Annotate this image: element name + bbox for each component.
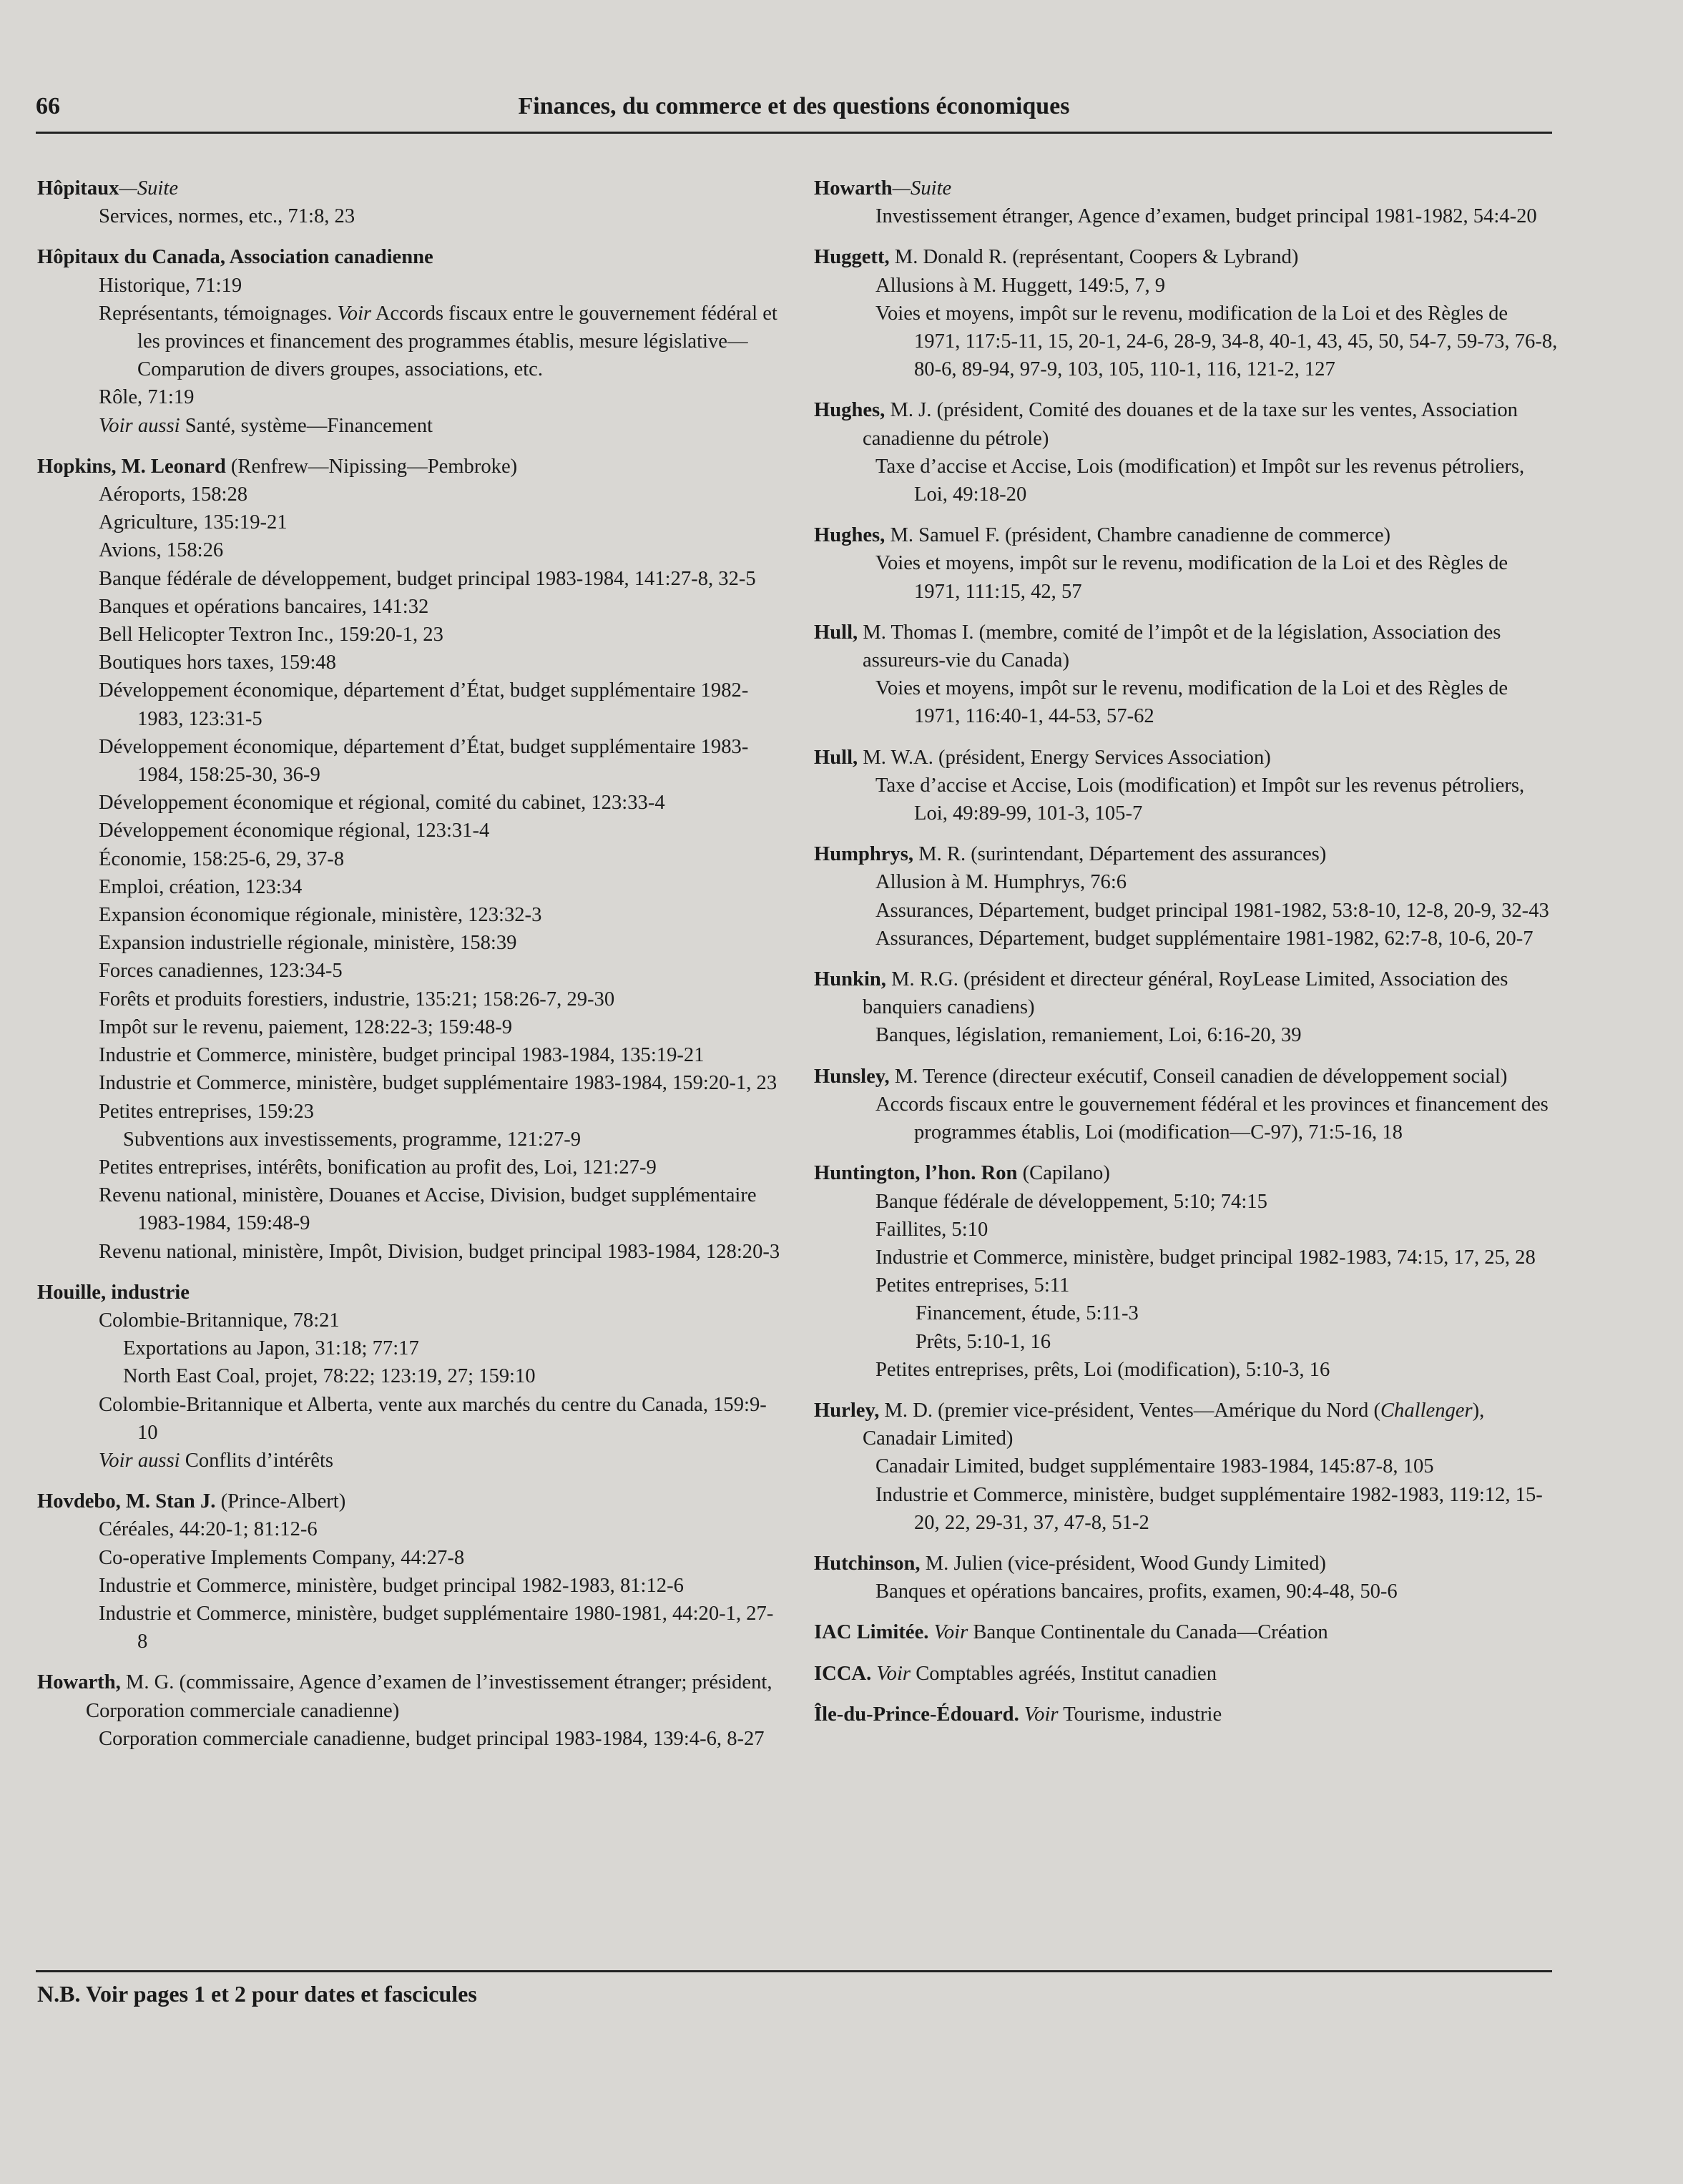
subentry (37, 677, 781, 732)
page-number: 66 (36, 93, 60, 119)
subentry-text: Petites entreprises, 5:11 (875, 1274, 1070, 1297)
index-column-right (814, 174, 1558, 1741)
subentry (814, 272, 1558, 300)
subentry-text: Accords fiscaux entre le gouvernement fédéral et les provinces et financement des programmes établis, Loi (modification—C-97), 71:5-16, 18 (875, 1093, 1549, 1144)
subentry (37, 957, 781, 985)
subentry (37, 1600, 781, 1656)
entry-heading-detail: (Capilano) (1017, 1162, 1110, 1185)
entry-heading-detail: Comptables agréés, Institut canadien (911, 1662, 1217, 1685)
subentry-text: Impôt sur le revenu, paiement, 128:22-3; 159:48-9 (99, 1015, 513, 1038)
subentry-text: Colombie-Britannique et Alberta, vente aux marchés du centre du Canada, 159:9-10 (99, 1393, 767, 1444)
entry-heading-term: Hunsley, (814, 1065, 890, 1088)
entry-heading (37, 1279, 781, 1307)
subentry-text: Canadair Limited, budget supplémentaire 1983-1984, 145:87-8, 105 (875, 1455, 1434, 1478)
subentry (37, 1126, 781, 1154)
subentry (37, 536, 781, 564)
entry-heading-term: Hurley, (814, 1399, 880, 1422)
subentry (37, 929, 781, 957)
subentry (814, 925, 1558, 953)
subentry-text: Bell Helicopter Textron Inc., 159:20-1, 23 (99, 624, 443, 646)
subentry-text: Petites entreprises, intérêts, bonification au profit des, Loi, 121:27-9 (99, 1156, 657, 1179)
voir-reference: Voir (1019, 1703, 1059, 1726)
subentry-text: Allusions à M. Huggett, 149:5, 7, 9 (875, 274, 1166, 297)
subentry-text: Taxe d’accise et Accise, Lois (modification) et Impôt sur les revenus pétroliers, Loi, 49:18-20 (875, 455, 1525, 506)
entry-heading-term: Humphrys, (814, 843, 914, 866)
subentry-text: Conflits d’intérêts (180, 1449, 334, 1472)
subentry (37, 202, 781, 230)
index-entry (814, 1660, 1558, 1688)
entry-heading-detail: M. J. (président, Comité des douanes et de la taxe sur les ventes, Association canadienne du pétrole) (863, 399, 1518, 450)
index-entry (37, 1668, 781, 1753)
entry-heading-detail: Banque Continentale du Canada—Création (968, 1621, 1328, 1644)
subentry (814, 1091, 1558, 1146)
index-entry (37, 1487, 781, 1656)
subentry-text: Développement économique, département d’État, budget supplémentaire 1983-1984, 158:25-30, 36-9 (99, 735, 749, 787)
entry-heading (814, 1063, 1558, 1091)
index-entry (814, 744, 1558, 828)
subentry (37, 481, 781, 508)
subentry-text: Petites entreprises, prêts, Loi (modification), 5:10-3, 16 (875, 1358, 1330, 1381)
entry-continued: —Suite (892, 177, 952, 200)
subentry-text: Industrie et Commerce, ministère, budget supplémentaire 1983-1984, 159:20-1, 23 (99, 1072, 777, 1095)
index-entry (814, 1159, 1558, 1384)
entry-heading (814, 1397, 1558, 1452)
index-entry (37, 174, 781, 230)
entry-heading (814, 1159, 1558, 1187)
subentry-text: Céréales, 44:20-1; 81:12-6 (99, 1518, 318, 1541)
subentry-text: Voies et moyens, impôt sur le revenu, modification de la Loi et des Règles de 1971, 116:40-1, 44-53, 57-62 (875, 677, 1508, 728)
entry-heading-detail: (Prince-Albert) (215, 1490, 346, 1513)
entry-heading-term: Île-du-Prince-Édouard. (814, 1703, 1019, 1726)
entry-heading (814, 174, 1558, 202)
subentry (37, 1013, 781, 1041)
subentry-text: Industrie et Commerce, ministère, budget supplémentaire 1980-1981, 44:20-1, 27-8 (99, 1602, 774, 1653)
entry-heading-detail: M. Thomas I. (membre, comité de l’impôt et de la législation, Association des assureurs-vie du Canada) (858, 621, 1501, 672)
subentry-text: Faillites, 5:10 (875, 1218, 988, 1241)
entry-heading-italic: Challenger (1380, 1399, 1473, 1422)
entry-heading-term: Huntington, l’hon. Ron (814, 1162, 1018, 1185)
entry-heading-term: Hôpitaux du Canada, Association canadienne (37, 246, 433, 269)
subentry-text: Assurances, Département, budget supplémentaire 1981-1982, 62:7-8, 10-6, 20-7 (875, 927, 1534, 950)
subentry (814, 674, 1558, 730)
entry-heading-detail: M. Samuel F. (président, Chambre canadienne de commerce) (885, 524, 1391, 547)
subentry-text: Petites entreprises, 159:23 (99, 1100, 314, 1123)
entry-heading-detail: M. Donald R. (représentant, Coopers & Lybrand) (889, 246, 1299, 269)
entry-heading-detail: M. D. (premier vice-président, Ventes—Amérique du Nord ( (879, 1399, 1380, 1422)
subentry (814, 897, 1558, 925)
subentry-text: Agriculture, 135:19-21 (99, 511, 288, 534)
subentry (814, 1271, 1558, 1299)
subentry (37, 817, 781, 845)
subentry (814, 1244, 1558, 1271)
subentry-text: Développement économique et régional, comité du cabinet, 123:33-4 (99, 792, 665, 815)
subentry (814, 202, 1558, 230)
subentry-text: Banques et opérations bancaires, profits, examen, 90:4-48, 50-6 (875, 1580, 1398, 1603)
subentry (814, 1481, 1558, 1537)
voir-reference: Voir aussi (99, 414, 180, 437)
entry-heading (814, 744, 1558, 772)
subentry (37, 985, 781, 1013)
entry-heading (814, 1618, 1558, 1646)
entry-heading (814, 1550, 1558, 1578)
subentry-text: Économie, 158:25-6, 29, 37-8 (99, 847, 345, 870)
subentry (37, 1238, 781, 1266)
entry-heading-detail: M. R.G. (président et directeur général, RoyLease Limited, Association des banquiers canadiens) (863, 968, 1508, 1019)
subentry-text: Voies et moyens, impôt sur le revenu, modification de la Loi et des Règles de 1971, 111:15, 42, 57 (875, 552, 1508, 603)
entry-heading-term: Hopkins, M. Leonard (37, 455, 226, 478)
subentry-text: Banque fédérale de développement, budget principal 1983-1984, 141:27-8, 32-5 (99, 567, 756, 590)
subentry (814, 1216, 1558, 1244)
subentry-text: Investissement étranger, Agence d’examen, budget principal 1981-1982, 54:4-20 (875, 205, 1537, 228)
entry-heading-term: Hutchinson, (814, 1552, 921, 1575)
subentry (37, 1098, 781, 1126)
entry-heading-term: Hovdebo, M. Stan J. (37, 1490, 216, 1513)
subentry (37, 733, 781, 789)
index-entry (814, 1701, 1558, 1728)
subentry (37, 1334, 781, 1362)
subentry (37, 1307, 781, 1334)
subentry-text: Emploi, création, 123:34 (99, 875, 303, 898)
index-entry (814, 619, 1558, 731)
entry-continued: —Suite (119, 177, 179, 200)
entry-heading (814, 396, 1558, 452)
entry-heading (814, 840, 1558, 868)
subentry (37, 383, 781, 411)
subentry-text: Services, normes, etc., 71:8, 23 (99, 205, 355, 228)
subentry-text: Industrie et Commerce, ministère, budget principal 1982-1983, 74:15, 17, 25, 28 (875, 1246, 1536, 1269)
subentry-text: Exportations au Japon, 31:18; 77:17 (123, 1337, 419, 1360)
subentry-text: Co-operative Implements Company, 44:27-8 (99, 1546, 465, 1569)
entry-heading-term: Howarth, (37, 1671, 121, 1694)
subentry (37, 1069, 781, 1097)
subentry-text: Industrie et Commerce, ministère, budget principal 1983-1984, 135:19-21 (99, 1044, 705, 1067)
footer-rule (36, 1970, 1552, 1972)
subentry (814, 868, 1558, 896)
index-entry (814, 521, 1558, 606)
subentry-text: Représentants, témoignages. (99, 302, 338, 325)
entry-heading-term: Hôpitaux (37, 177, 119, 200)
subentry (37, 593, 781, 621)
index-entry (814, 243, 1558, 383)
subentry-text: Banques et opérations bancaires, 141:32 (99, 595, 429, 618)
subentry (814, 772, 1558, 827)
index-entry (814, 1397, 1558, 1537)
voir-reference: Voir (928, 1621, 968, 1644)
page-header (36, 93, 1552, 134)
entry-heading (814, 965, 1558, 1021)
subentry-text: Taxe d’accise et Accise, Lois (modification) et Impôt sur les revenus pétroliers, Loi, 49:89-99, 101-3, 105-7 (875, 774, 1525, 825)
subentry-text: Développement économique, département d’État, budget supplémentaire 1982-1983, 123:31-5 (99, 679, 749, 730)
index-entry (37, 453, 781, 1266)
index-entry (37, 1279, 781, 1475)
entry-heading-term: Hughes, (814, 524, 885, 547)
index-entry (814, 1550, 1558, 1605)
subentry (814, 1356, 1558, 1384)
subentry-text: Développement économique régional, 123:31-4 (99, 820, 490, 842)
subentry-text: Prêts, 5:10-1, 16 (916, 1330, 1051, 1353)
entry-heading-detail: (Renfrew—Nipissing—Pembroke) (225, 455, 518, 478)
entry-heading (37, 243, 781, 271)
entry-heading (814, 619, 1558, 674)
subentry (814, 1188, 1558, 1216)
entry-heading (814, 243, 1558, 271)
subentry (814, 1021, 1558, 1049)
subentry-text: Avions, 158:26 (99, 539, 224, 562)
entry-heading-term: Houille, industrie (37, 1281, 190, 1304)
voir-reference: Voir (871, 1662, 911, 1685)
subentry-text: Financement, étude, 5:11-3 (916, 1302, 1139, 1325)
voir-reference: Voir (337, 302, 372, 325)
subentry-text: Banque fédérale de développement, 5:10; 74:15 (875, 1190, 1267, 1213)
entry-heading-term: Howarth (814, 177, 893, 200)
entry-heading-term: Hughes, (814, 399, 885, 422)
subentry (37, 1544, 781, 1572)
subentry (814, 1328, 1558, 1356)
subentry (37, 901, 781, 929)
subentry (37, 412, 781, 440)
subentry-text: Aéroports, 158:28 (99, 483, 248, 506)
subentry (37, 845, 781, 873)
entry-heading-detail: M. R. (surintendant, Département des assurances) (913, 843, 1327, 866)
subentry (814, 1452, 1558, 1480)
entry-heading (814, 1660, 1558, 1688)
subentry (37, 1391, 781, 1447)
subentry (814, 1578, 1558, 1605)
subentry (814, 453, 1558, 508)
subentry (37, 1515, 781, 1543)
subentry (814, 1299, 1558, 1327)
subentry-text: Rôle, 71:19 (99, 386, 195, 409)
subentry-text: Accords fiscaux entre le gouvernement fédéral et les provinces et financement des programmes établis, mesure législative—Comparution de divers groupes, associations, etc. (137, 302, 777, 381)
entry-heading-term: ICCA. (814, 1662, 872, 1685)
subentry-text: North East Coal, projet, 78:22; 123:19, 27; 159:10 (123, 1365, 536, 1388)
subentry-text: Revenu national, ministère, Impôt, Division, budget principal 1983-1984, 128:20-3 (99, 1240, 780, 1263)
subentry-text: Expansion économique régionale, ministère, 123:32-3 (99, 904, 542, 927)
subentry-text: Industrie et Commerce, ministère, budget principal 1982-1983, 81:12-6 (99, 1574, 684, 1597)
subentry (37, 1447, 781, 1475)
subentry (37, 1181, 781, 1237)
footer-note: N.B. Voir pages 1 et 2 pour dates et fascicules (37, 1981, 477, 2007)
entry-heading-term: Huggett, (814, 246, 890, 269)
subentry-text: Banques, législation, remaniement, Loi, 6:16-20, 39 (875, 1024, 1302, 1047)
entry-heading-detail: M. Julien (vice-président, Wood Gundy Limited) (920, 1552, 1326, 1575)
subentry (37, 873, 781, 901)
subentry-text: Corporation commerciale canadienne, budget principal 1983-1984, 139:4-6, 8-27 (99, 1727, 765, 1750)
entry-heading-term: Hull, (814, 746, 858, 769)
entry-heading-detail: M. Terence (directeur exécutif, Conseil canadien de développement social) (889, 1065, 1508, 1088)
index-entry (814, 396, 1558, 508)
entry-heading (37, 174, 781, 202)
page-title: Finances, du commerce et des questions économiques (518, 93, 1070, 119)
entry-heading (814, 521, 1558, 549)
subentry-text: Colombie-Britannique, 78:21 (99, 1309, 340, 1332)
subentry (37, 1041, 781, 1069)
index-entry (814, 1063, 1558, 1147)
subentry-text: Expansion industrielle régionale, ministère, 158:39 (99, 932, 517, 955)
entry-heading-term: IAC Limitée. (814, 1621, 929, 1644)
entry-heading (37, 453, 781, 481)
subentry-text: Historique, 71:19 (99, 274, 242, 297)
voir-reference: Voir aussi (99, 1449, 180, 1472)
subentry (37, 789, 781, 817)
entry-heading (37, 1487, 781, 1515)
subentry (37, 1362, 781, 1390)
subentry-text: Santé, système—Financement (180, 414, 433, 437)
subentry (37, 1725, 781, 1753)
entry-heading-term: Hull, (814, 621, 858, 644)
subentry (37, 621, 781, 649)
subentry (37, 565, 781, 593)
index-entry (814, 840, 1558, 953)
entry-heading-detail: M. W.A. (président, Energy Services Association) (858, 746, 1271, 769)
index-entry (37, 243, 781, 439)
subentry (37, 508, 781, 536)
entry-heading-detail: M. G. (commissaire, Agence d’examen de l’investissement étranger; président, Corporation commerciale canadienne) (86, 1671, 772, 1722)
entry-heading (814, 1701, 1558, 1728)
subentry (37, 272, 781, 300)
index-entry (814, 965, 1558, 1050)
index-entry (814, 1618, 1558, 1646)
subentry-text: Forces canadiennes, 123:34-5 (99, 960, 343, 983)
subentry (37, 1154, 781, 1181)
subentry-text: Voies et moyens, impôt sur le revenu, modification de la Loi et des Règles de 1971, 117:5-11, 15, 20-1, 24-6, 28-9, 34-8, 40-1, 43, 45, 50, 54-7, 59-73, 76-8, 80-6, 89-94, 97-9, 103, 105, 110-1, 116, 121-2, 127 (875, 302, 1558, 381)
entry-heading-detail: Tourisme, industrie (1058, 1703, 1222, 1726)
subentry-text: Subventions aux investissements, programme, 121:27-9 (123, 1128, 582, 1151)
subentry-text: Forêts et produits forestiers, industrie, 135:21; 158:26-7, 29-30 (99, 988, 615, 1010)
index-column-left (37, 174, 781, 1766)
subentry-text: Revenu national, ministère, Douanes et Accise, Division, budget supplémentaire 1983-1984, 159:48-9 (99, 1184, 757, 1235)
subentry (37, 300, 781, 384)
subentry-text: Industrie et Commerce, ministère, budget supplémentaire 1982-1983, 119:12, 15-20, 22, 29-31, 37, 47-8, 51-2 (875, 1483, 1543, 1534)
entry-heading-detail: ), Canadair Limited) (863, 1399, 1485, 1450)
subentry-text: Boutiques hors taxes, 159:48 (99, 651, 336, 674)
index-entry (814, 174, 1558, 230)
subentry (814, 300, 1558, 384)
entry-heading (37, 1668, 781, 1724)
subentry-text: Assurances, Département, budget principal 1981-1982, 53:8-10, 12-8, 20-9, 32-43 (875, 899, 1549, 922)
subentry (37, 1572, 781, 1600)
subentry-text: Allusion à M. Humphrys, 76:6 (875, 871, 1127, 894)
subentry (814, 549, 1558, 605)
entry-heading-term: Hunkin, (814, 968, 886, 991)
subentry (37, 649, 781, 677)
